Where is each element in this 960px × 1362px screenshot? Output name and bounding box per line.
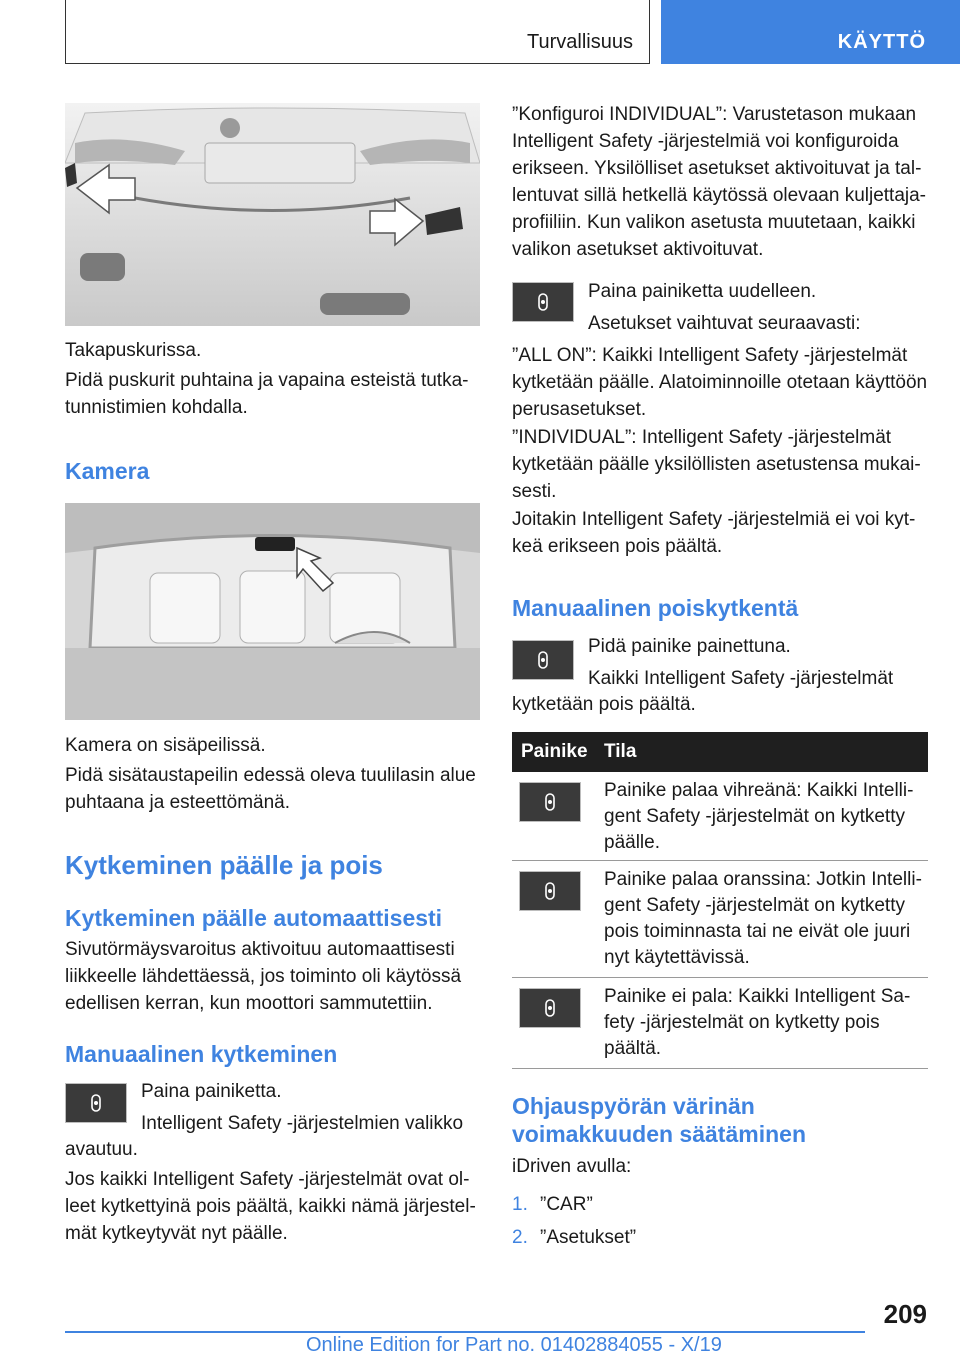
camera-heading: Kamera [65,458,150,484]
manual-on-heading: Manuaalinen kytkeminen [65,1041,338,1067]
onoff-heading: Kytkeminen päälle ja pois [65,850,383,880]
header-chapter-title: KÄYTTÖ [837,31,926,53]
safety-button-icon [512,282,574,322]
list-item [512,1224,637,1251]
manual-on-result-1: Intelligent Safety -järjestelmien valikko [141,1113,464,1134]
auto-heading: Kytkeminen päälle automaattisesti [65,905,443,931]
rear-caption: Takapuskurissa. [65,340,202,361]
table-cell-state: Painike palaa vihreänä: Kaikki Intelli- gent Safety -järjestelmät on kytketty päälle. [604,780,914,853]
all-on-text: ”ALL ON”: Kaikki Intelligent Safety -järjestelmät kytketään päälle. Alatoiminnoille otetaan käyttöön perusasetukset. [512,345,928,420]
table-row [512,978,928,1069]
table-cell-state: Painike palaa oranssina: Jotkin Intelli- gent Safety -järjestelmät on kytketty pois toiminnasta tai ne eivät ole juuri nyt käytettävissä. [604,869,922,968]
safety-button-icon [512,640,574,680]
header-chapter-tab [661,0,960,64]
settings-change: Asetukset vaihtuvat seuraavasti: [588,313,861,334]
hold-button: Pidä painike painettuna. [588,636,791,657]
page-number: 209 [883,1299,927,1329]
header-section-title: Turvallisuus [527,31,633,53]
idrive-text: iDriven avulla: [512,1156,632,1177]
safety-button-icon [519,782,581,822]
all-off-2: kytketään pois päältä. [512,694,696,715]
footer-divider [65,1331,865,1333]
button-state-table [512,732,928,1069]
list-number: 1. [512,1194,528,1215]
table-header [512,732,928,772]
table-cell-state: Painike ei pala: Kaikki Intelligent Sa- fety -järjestelmät on kytketty pois päältä. [604,986,911,1059]
manual-on-step: Paina painiketta. [141,1081,282,1102]
camera-text: Pidä sisätaustapeilin edessä oleva tuulilasin alue puhtaana ja esteettömänä. [65,765,476,813]
col-button: Painike [521,741,588,762]
config-text: ”Konfiguroi INDIVIDUAL”: Varustetason mukaan Intelligent Safety -järjestelmiä voi konfiguroida erikseen. Yksilölliset asetukset aktivoituvat ja tal- lentuvat sillä hetkellä käytössä olevaan kuljettaja- profiiliin. Kun valikon asetusta muutetaan, kaikki valikon asetukset aktivoituvat. [512,104,927,260]
col-state: Tila [604,741,637,762]
list-number: 2. [512,1227,528,1248]
camera-caption: Kamera on sisäpeilissä. [65,735,266,756]
manual-off-heading: Manuaalinen poiskytkentä [512,595,799,621]
rear-text: Pidä puskurit puhtaina ja vapaina esteistä tutka- tunnistimien kohdalla. [65,370,469,418]
rear-bumper-photo [65,103,480,326]
list-item [512,1191,593,1218]
manual-on-result-2: avautuu. [65,1139,138,1160]
header-section-tab [65,0,650,64]
vibration-heading: Ohjauspyörän värinän voimakkuuden säätäminen [512,1093,806,1147]
manual-on-text: Jos kaikki Intelligent Safety -järjestelmät ovat ol- leet kytkettyinä pois päältä, kaikki nämä järjestel- mät kytkeytyvät nyt päälle. [65,1169,476,1244]
individual-text: ”INDIVIDUAL”: Intelligent Safety -järjestelmät kytketään päälle yksilöllisten asetustensa mukai- sesti. [512,427,921,502]
list-text: ”Asetukset” [540,1227,637,1248]
footer-edition: Online Edition for Part no. 01402884055 - X/19 [306,1334,722,1356]
list-text: ”CAR” [540,1194,593,1215]
camera-photo [65,503,480,720]
some-text: Joitakin Intelligent Safety -järjestelmiä ei voi kyt- keä erikseen pois päältä. [512,509,916,557]
safety-button-icon [65,1083,127,1123]
safety-button-icon [519,988,581,1028]
safety-button-icon [519,871,581,911]
all-off-1: Kaikki Intelligent Safety -järjestelmät [588,668,894,689]
press-again: Paina painiketta uudelleen. [588,281,817,302]
table-row [512,861,928,978]
auto-text: Sivutörmäysvaroitus aktivoituu automaattisesti liikkeelle lähdettäessä, jos toiminto oli käytössä edellisen kerran, kun moottori sammutettiin. [65,939,462,1014]
table-row [512,772,928,861]
